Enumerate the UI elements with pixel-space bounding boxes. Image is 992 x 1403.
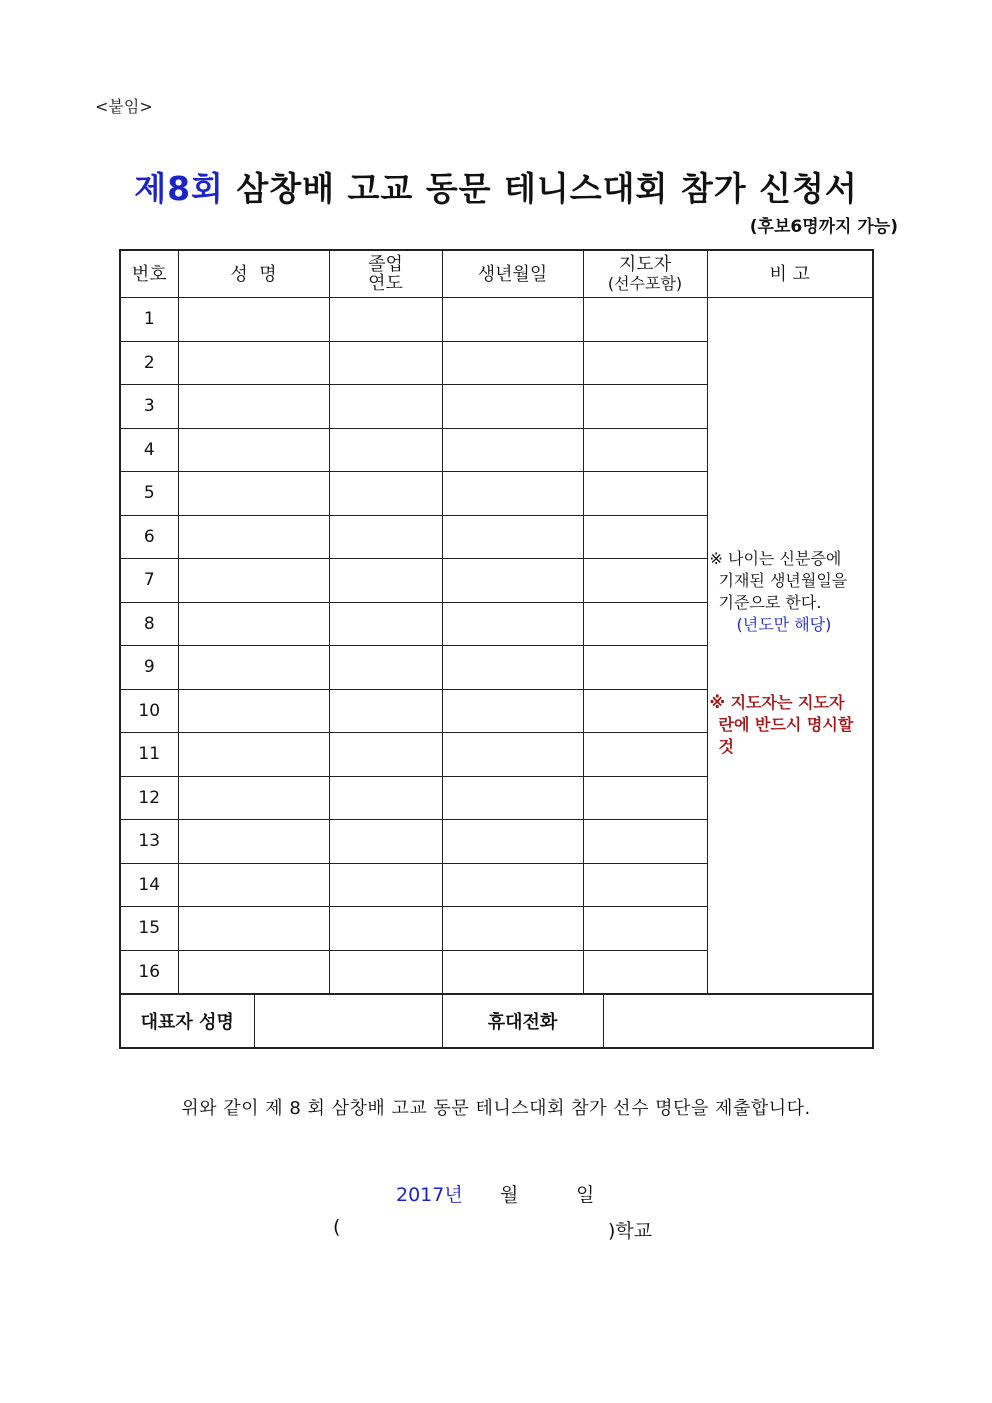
header-grad-year-line1: 졸업 <box>368 254 403 275</box>
representative-name-field[interactable] <box>254 994 442 1048</box>
remarks-cell <box>707 298 873 995</box>
row-number: 16 <box>120 950 178 994</box>
row-number: 12 <box>120 776 178 820</box>
header-grad-year-line2: 연도 <box>368 273 403 294</box>
cell-grad-year[interactable] <box>329 950 442 994</box>
cell-coach[interactable] <box>583 298 707 342</box>
header-name: 성 명 <box>178 250 329 298</box>
cell-coach[interactable] <box>583 907 707 951</box>
cell-birth-date[interactable] <box>442 950 583 994</box>
date-year: 2017년 <box>396 1184 463 1206</box>
row-number: 5 <box>120 472 178 516</box>
table-row <box>120 298 873 342</box>
representative-row <box>120 994 873 1048</box>
cell-birth-date[interactable] <box>442 733 583 777</box>
cell-name[interactable] <box>178 559 329 603</box>
cell-name[interactable] <box>178 602 329 646</box>
cell-grad-year[interactable] <box>329 907 442 951</box>
mobile-phone-label: 휴대전화 <box>442 994 603 1048</box>
cell-coach[interactable] <box>583 689 707 733</box>
note-line-1: ※ 나이는 신분증에 <box>709 548 842 568</box>
cell-grad-year[interactable] <box>329 385 442 429</box>
cell-name[interactable] <box>178 341 329 385</box>
row-number: 8 <box>120 602 178 646</box>
cell-grad-year[interactable] <box>329 428 442 472</box>
row-number: 2 <box>120 341 178 385</box>
cell-name[interactable] <box>178 646 329 690</box>
cell-birth-date[interactable] <box>442 341 583 385</box>
row-number: 3 <box>120 385 178 429</box>
date-day: 일 <box>576 1184 595 1206</box>
cell-birth-date[interactable] <box>442 515 583 559</box>
cell-grad-year[interactable] <box>329 863 442 907</box>
cell-coach[interactable] <box>583 341 707 385</box>
row-number: 1 <box>120 298 178 342</box>
cell-grad-year[interactable] <box>329 559 442 603</box>
cell-name[interactable] <box>178 950 329 994</box>
row-number: 15 <box>120 907 178 951</box>
header-grad-year <box>329 250 442 298</box>
cell-grad-year[interactable] <box>329 341 442 385</box>
coach-note-line-1: ※ 지도자는 지도자 <box>709 692 845 712</box>
cell-name[interactable] <box>178 298 329 342</box>
cell-coach[interactable] <box>583 733 707 777</box>
cell-grad-year[interactable] <box>329 646 442 690</box>
cell-birth-date[interactable] <box>442 863 583 907</box>
cell-coach[interactable] <box>583 428 707 472</box>
cell-birth-date[interactable] <box>442 907 583 951</box>
cell-grad-year[interactable] <box>329 298 442 342</box>
header-coach-line2: (선수포함) <box>607 274 683 293</box>
cell-name[interactable] <box>178 820 329 864</box>
roster-table <box>119 249 874 1049</box>
cell-name[interactable] <box>178 776 329 820</box>
coach-note-line-2: 란에 반드시 명시할 <box>718 714 854 734</box>
remarks-note <box>710 548 873 636</box>
row-number: 10 <box>120 689 178 733</box>
header-coach <box>583 250 707 298</box>
row-number: 6 <box>120 515 178 559</box>
cell-grad-year[interactable] <box>329 820 442 864</box>
cell-coach[interactable] <box>583 385 707 429</box>
row-number: 7 <box>120 559 178 603</box>
cell-coach[interactable] <box>583 472 707 516</box>
cell-grad-year[interactable] <box>329 689 442 733</box>
cell-birth-date[interactable] <box>442 776 583 820</box>
cell-coach[interactable] <box>583 559 707 603</box>
cell-birth-date[interactable] <box>442 820 583 864</box>
title-prefix: 제8회 <box>134 169 224 208</box>
cell-coach[interactable] <box>583 863 707 907</box>
coach-note <box>710 692 873 758</box>
header-coach-line1: 지도자 <box>618 254 672 275</box>
cell-coach[interactable] <box>583 820 707 864</box>
mobile-phone-field[interactable] <box>603 994 873 1048</box>
cell-birth-date[interactable] <box>442 428 583 472</box>
cell-name[interactable] <box>178 863 329 907</box>
note-line-4: (년도만 해당) <box>736 614 832 634</box>
date-month: 월 <box>500 1184 519 1206</box>
page-title <box>0 163 992 210</box>
cell-grad-year[interactable] <box>329 776 442 820</box>
school-open-paren: ( <box>333 1216 341 1238</box>
cell-name[interactable] <box>178 515 329 559</box>
header-number: 번호 <box>120 250 178 298</box>
row-number: 9 <box>120 646 178 690</box>
cell-coach[interactable] <box>583 950 707 994</box>
cell-name[interactable] <box>178 689 329 733</box>
attachment-label: <붙임> <box>95 97 153 116</box>
cell-coach[interactable] <box>583 776 707 820</box>
cell-coach[interactable] <box>583 646 707 690</box>
cell-grad-year[interactable] <box>329 602 442 646</box>
cell-name[interactable] <box>178 907 329 951</box>
row-number: 13 <box>120 820 178 864</box>
row-number: 4 <box>120 428 178 472</box>
title-main: 삼창배 고교 동문 테니스대회 참가 신청서 <box>223 169 858 208</box>
substitute-note: (후보6명까지 가능) <box>749 217 898 237</box>
cell-coach[interactable] <box>583 515 707 559</box>
note-line-2: 기재된 생년월일을 <box>718 570 848 590</box>
header-birth-date: 생년월일 <box>442 250 583 298</box>
school-label: )학교 <box>608 1220 653 1242</box>
cell-name[interactable] <box>178 385 329 429</box>
note-line-3: 기준으로 한다. <box>718 592 822 612</box>
cell-name[interactable] <box>178 428 329 472</box>
row-number: 14 <box>120 863 178 907</box>
cell-grad-year[interactable] <box>329 515 442 559</box>
cell-birth-date[interactable] <box>442 689 583 733</box>
submission-statement: 위와 같이 제 8 회 삼창배 고교 동문 테니스대회 참가 선수 명단을 제출합니다. <box>181 1098 811 1119</box>
cell-birth-date[interactable] <box>442 472 583 516</box>
header-remarks: 비 고 <box>707 250 873 298</box>
cell-birth-date[interactable] <box>442 559 583 603</box>
cell-coach[interactable] <box>583 602 707 646</box>
cell-birth-date[interactable] <box>442 385 583 429</box>
representative-name-label: 대표자 성명 <box>120 994 254 1048</box>
cell-grad-year[interactable] <box>329 472 442 516</box>
table-header-row <box>120 250 873 298</box>
cell-birth-date[interactable] <box>442 298 583 342</box>
application-form-table <box>119 249 872 1047</box>
cell-grad-year[interactable] <box>329 733 442 777</box>
cell-name[interactable] <box>178 472 329 516</box>
coach-note-line-3: 것 <box>718 736 734 756</box>
cell-name[interactable] <box>178 733 329 777</box>
cell-birth-date[interactable] <box>442 602 583 646</box>
row-number: 11 <box>120 733 178 777</box>
cell-birth-date[interactable] <box>442 646 583 690</box>
